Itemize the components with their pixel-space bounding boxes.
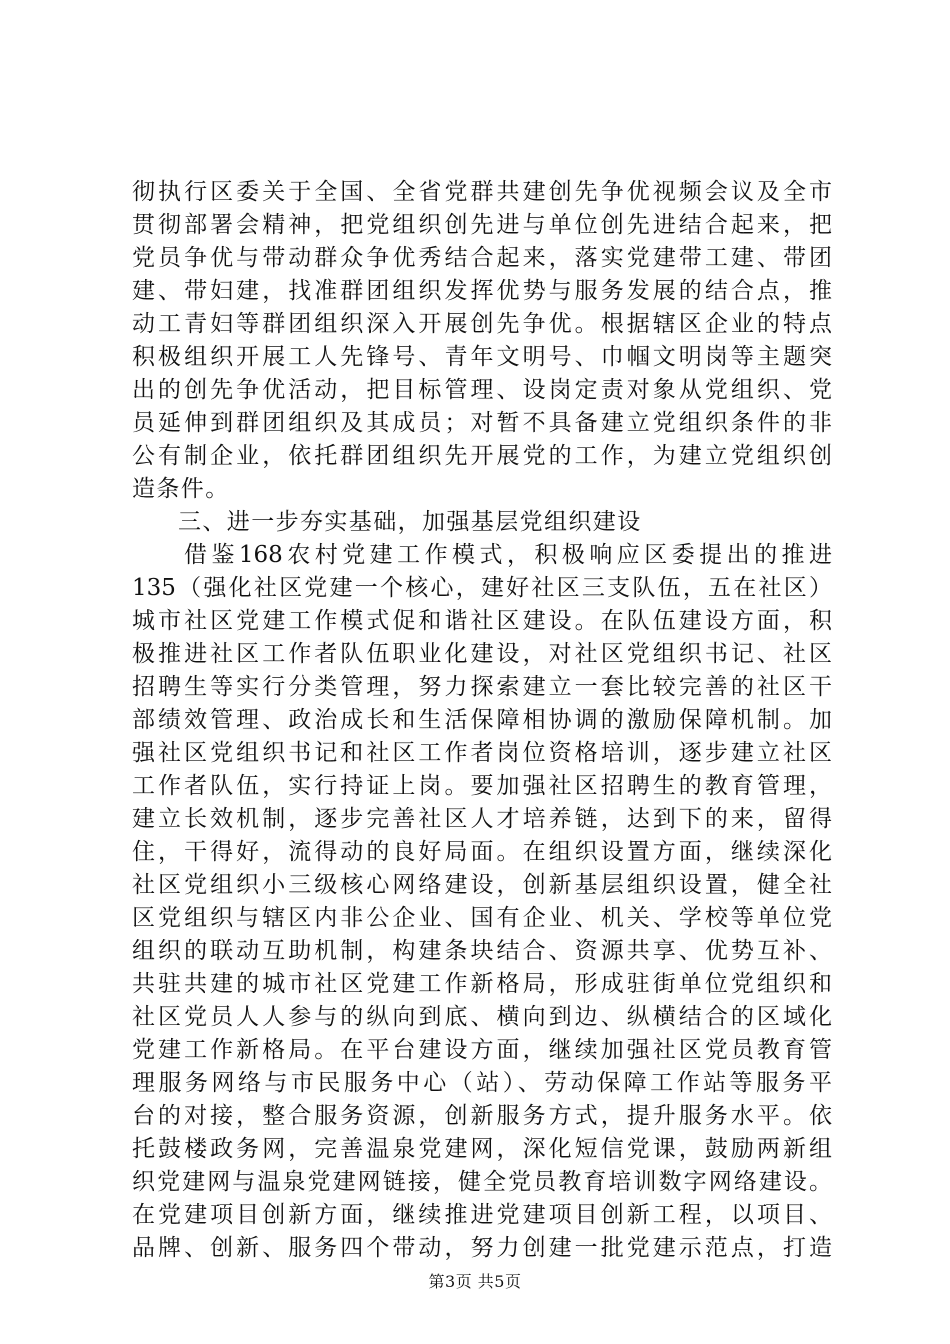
text-line: 公有制企业，依托群团组织先开展党的工作，为建立党组织创	[132, 443, 832, 469]
text-line: 党员争优与带动群众争优秀结合起来，落实党建带工建、带团	[132, 245, 832, 271]
text-line: 品牌、创新、服务四个带动，努力创建一批党建示范点，打造	[132, 1235, 832, 1261]
text-line: 彻执行区委关于全国、全省党群共建创先争优视频会议及全市	[132, 179, 832, 205]
text-line: 织党建网与温泉党建网链接，健全党员教育培训数字网络建设。	[132, 1169, 832, 1195]
text-line: 部绩效管理、政治成长和生活保障相协调的激励保障机制。加	[132, 707, 832, 733]
text-line: 共驻共建的城市社区党建工作新格局，形成驻街单位党组织和	[132, 971, 832, 997]
text-line: 积极组织开展工人先锋号、青年文明号、巾帼文明岗等主题突	[132, 344, 832, 370]
text-line: 出的创先争优活动，把目标管理、设岗定责对象从党组织、党	[132, 377, 832, 403]
text-line: 台的对接，整合服务资源，创新服务方式，提升服务水平。依	[132, 1103, 832, 1129]
text-line: 党建工作新格局。在平台建设方面，继续加强社区党员教育管	[132, 1037, 832, 1063]
text-line: 强社区党组织书记和社区工作者岗位资格培训，逐步建立社区	[132, 740, 832, 766]
body-text	[132, 176, 832, 1265]
text-line: 造条件。	[132, 476, 230, 502]
text-line: 极推进社区工作者队伍职业化建设，对社区党组织书记、社区	[132, 641, 832, 667]
text-line: 建立长效机制，逐步完善社区人才培养链，达到下的来，留得	[132, 806, 832, 832]
text-line: 社区党组织小三级核心网络建设，创新基层组织设置，健全社	[132, 872, 832, 898]
text-line: 135（强化社区党建一个核心，建好社区三支队伍，五在社区）	[132, 575, 832, 601]
text-line: 在党建项目创新方面，继续推进党建项目创新工程，以项目、	[132, 1202, 832, 1228]
text-line: 动工青妇等群团组织深入开展创先争优。根据辖区企业的特点	[132, 311, 832, 337]
section-heading: 三、进一步夯实基础，加强基层党组织建设	[178, 509, 642, 535]
text-line: 城市社区党建工作模式促和谐社区建设。在队伍建设方面，积	[132, 608, 832, 634]
text-line: 理服务网络与市民服务中心（站）、劳动保障工作站等服务平	[132, 1070, 832, 1096]
text-line: 托鼓楼政务网，完善温泉党建网，深化短信党课，鼓励两新组	[132, 1136, 832, 1162]
text-line: 借鉴168农村党建工作模式，积极响应区委提出的推进	[184, 542, 832, 568]
text-line: 建、带妇建，找准群团组织发挥优势与服务发展的结合点，推	[132, 278, 832, 304]
page-number-footer: 第3页 共5页	[428, 1272, 522, 1291]
text-line: 工作者队伍，实行持证上岗。要加强社区招聘生的教育管理，	[132, 773, 832, 799]
text-line: 招聘生等实行分类管理，努力探索建立一套比较完善的社区干	[132, 674, 832, 700]
text-line: 组织的联动互助机制，构建条块结合、资源共享、优势互补、	[132, 938, 832, 964]
text-line: 区党组织与辖区内非公企业、国有企业、机关、学校等单位党	[132, 905, 832, 931]
text-line: 住，干得好，流得动的良好局面。在组织设置方面，继续深化	[132, 839, 832, 865]
text-line: 员延伸到群团组织及其成员；对暂不具备建立党组织条件的非	[132, 410, 832, 436]
text-line: 社区党员人人参与的纵向到底、横向到边、纵横结合的区域化	[132, 1004, 832, 1030]
text-line: 贯彻部署会精神，把党组织创先进与单位创先进结合起来，把	[132, 212, 832, 238]
